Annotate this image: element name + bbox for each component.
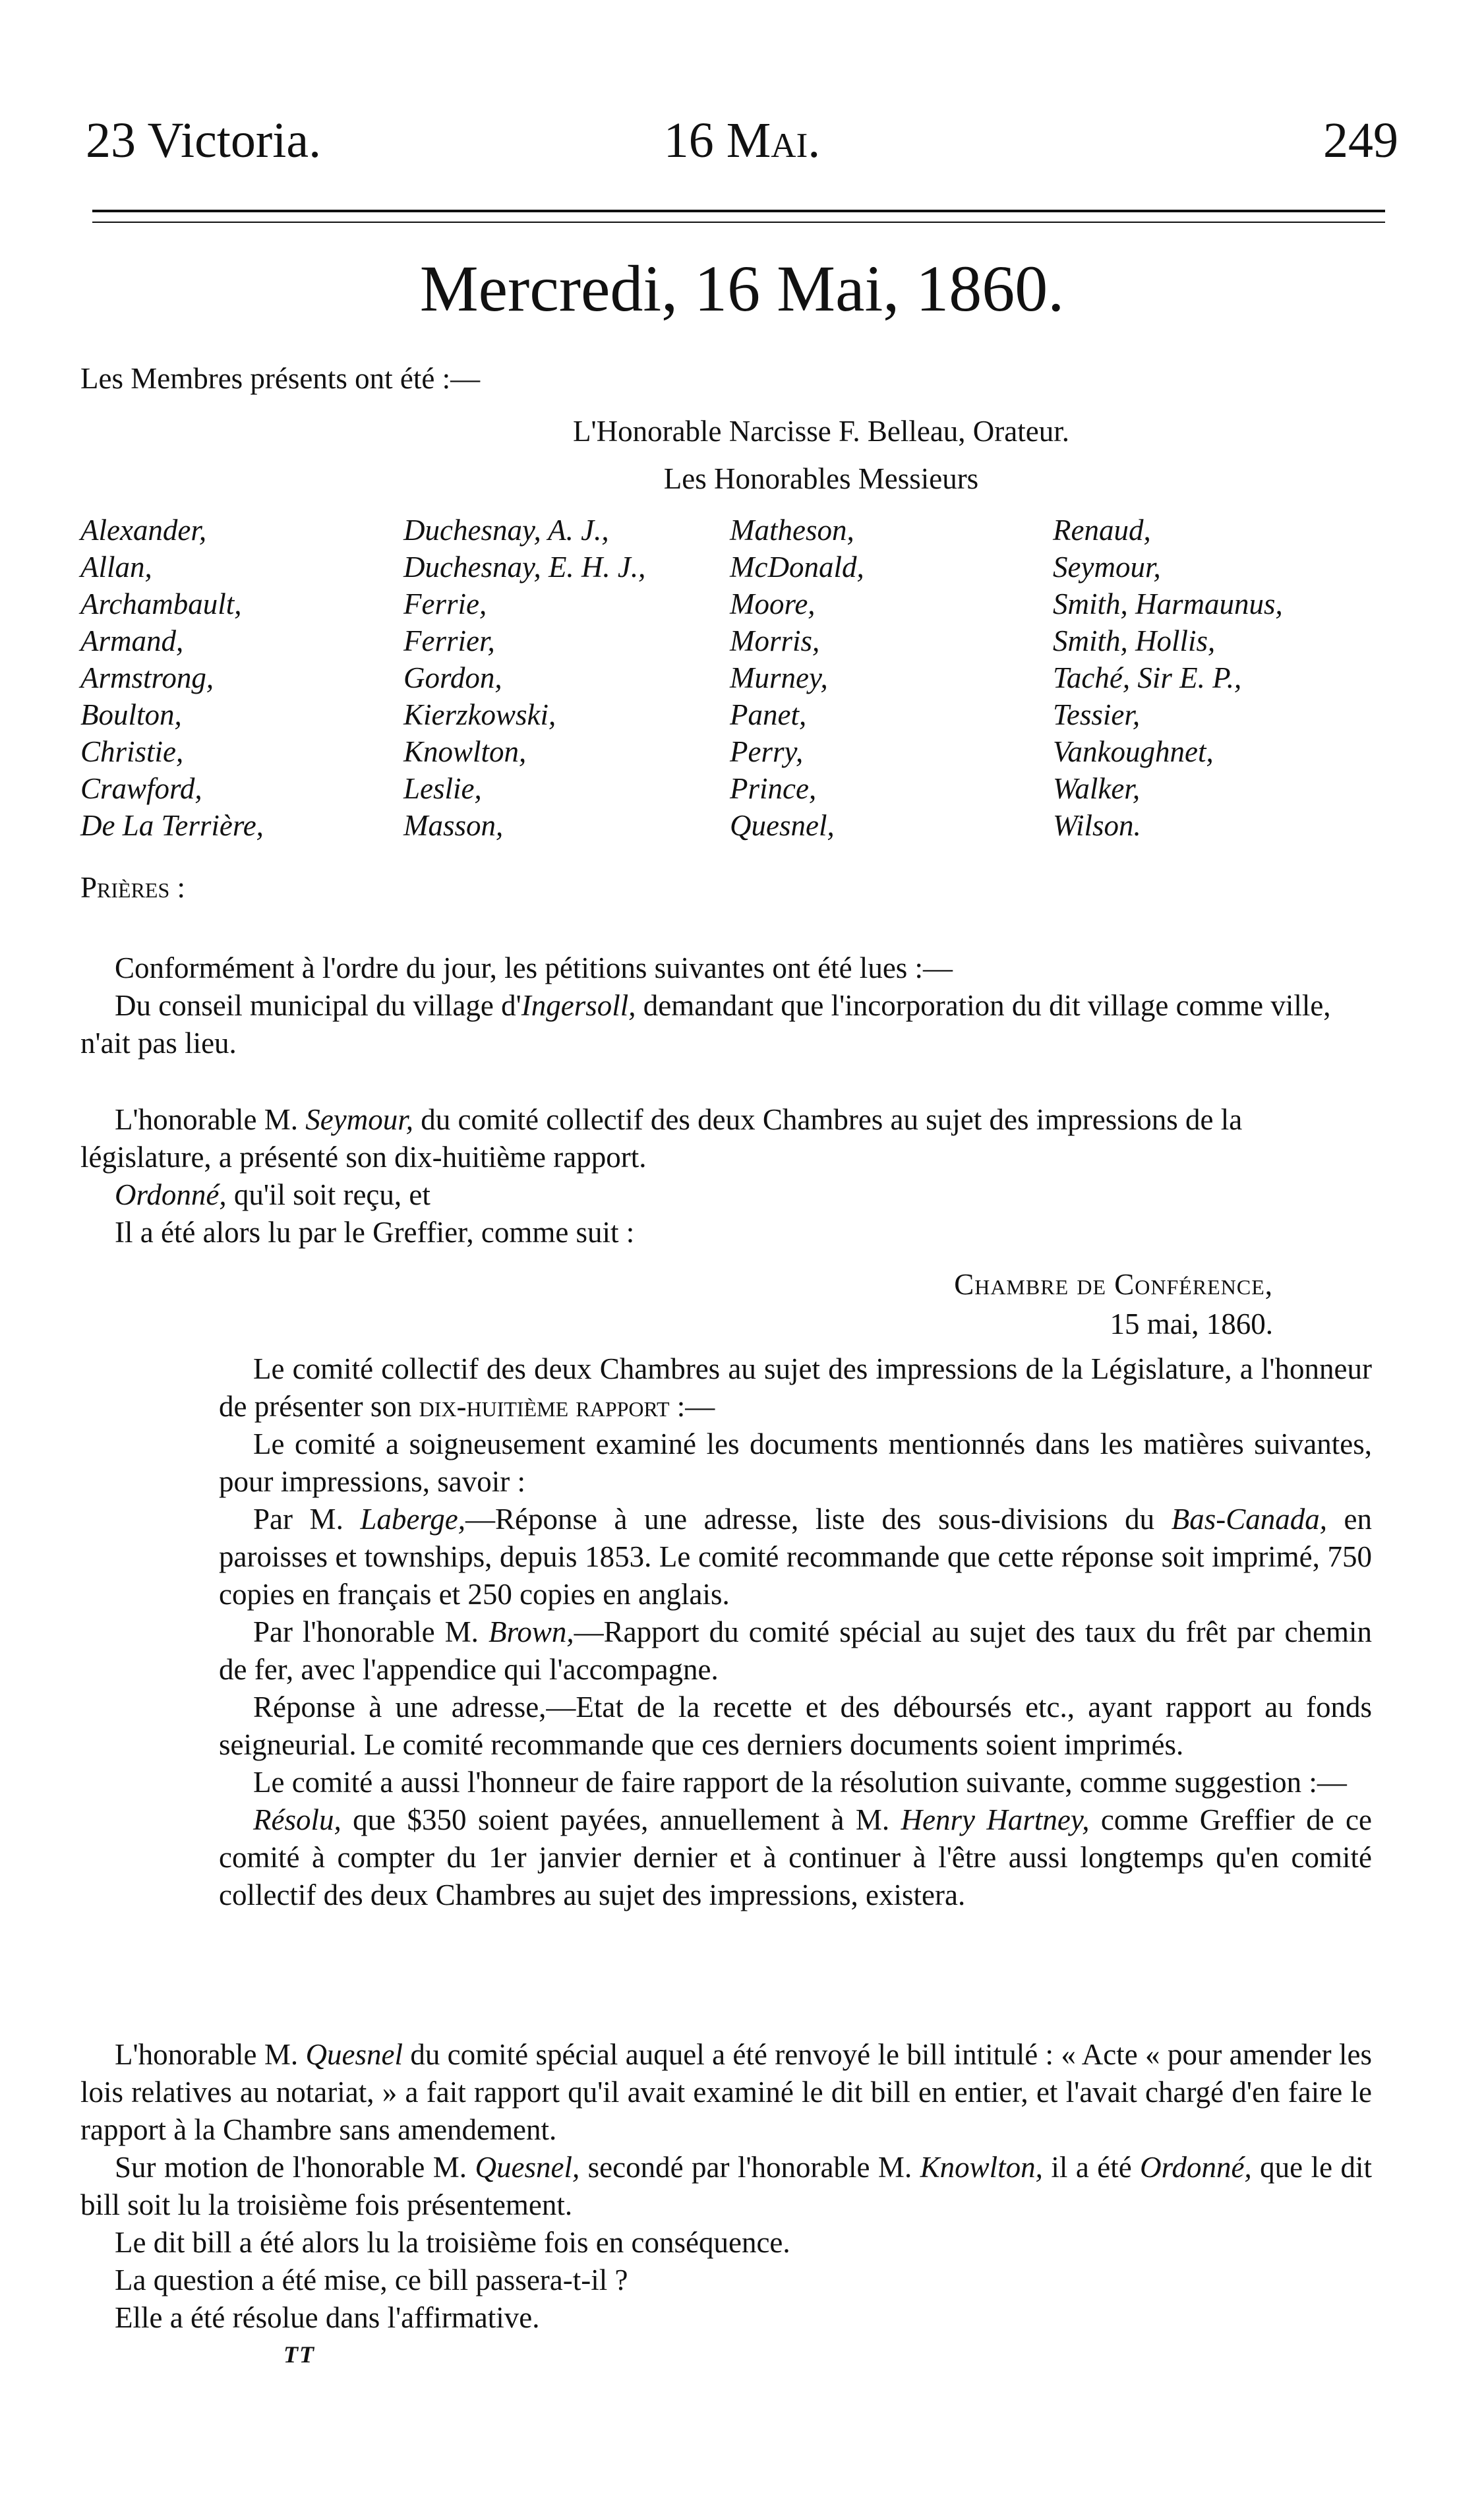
member-name: Ferrier, [403, 624, 495, 657]
question-line: La question a été mise, ce bill passera-t-il ? [115, 2264, 628, 2296]
member-ref: Brown, [489, 1615, 574, 1648]
text-run: secondé par l'honorable M. [579, 2151, 920, 2184]
prayers-heading: Prières : [80, 871, 186, 904]
text-run: comme Greffier de ce comité à compter du 1er janvier dernier et à continuer à l'être aussi longtemps qu'en comité collectif des deux Chambres au sujet des impressions, existera. [219, 1803, 1372, 1911]
report-para-7 [219, 1801, 1372, 1914]
member-ref: Knowlton, [920, 2151, 1043, 2184]
text-run: du comité spécial auquel a été renvoyé le bill intitulé : « Acte « pour amender les lois relatives au notariat, » a fait rapport qu'il avait examiné le dit bill en entier, et l'avait chargé d'en faire le rapport à la Chambre sans amendement. [80, 2038, 1372, 2146]
member-name: Armand, [80, 624, 184, 657]
member-name: Wilson. [1053, 809, 1141, 842]
member-name: Archambault, [80, 587, 242, 620]
member-name: Crawford, [80, 772, 202, 805]
member-name: Smith, Hollis, [1053, 624, 1216, 657]
member-name: Moore, [730, 587, 816, 620]
place-name: Bas-Canada, [1171, 1503, 1327, 1536]
member-name: Knowlton, [403, 735, 527, 768]
member-name: Seymour, [1053, 551, 1161, 584]
place-name: Ingersoll, [521, 989, 636, 1022]
text-run: Du conseil municipal du village d' [115, 989, 521, 1022]
report-para-3 [219, 1501, 1372, 1613]
member-name: Christie, [80, 735, 184, 768]
member-name: Masson, [403, 809, 504, 842]
member-name: McDonald, [730, 551, 864, 584]
seymour-report-para [80, 1101, 1372, 1176]
member-name: Smith, Harmaunus, [1053, 587, 1283, 620]
members-column-2 [403, 512, 645, 844]
members-intro: Les Membres présents ont été :— [80, 362, 481, 395]
member-name: Murney, [730, 661, 828, 694]
report-para-2: Le comité a soigneusement examiné les documents mentionnés dans les matières suivantes, pour impressions, savoir : [219, 1427, 1372, 1498]
read-by-clerk-line: Il a été alors lu par le Greffier, comme suit : [115, 1216, 635, 1249]
member-name: Renaud, [1053, 514, 1151, 547]
members-column-3 [730, 512, 864, 844]
honorables-heading: Les Honorables Messieurs [663, 462, 979, 495]
text-run: en paroisses et townships, depuis 1853. Le comité recommande que cette réponse soit imprimé, 750 copies en français et 250 copies en anglais. [219, 1503, 1373, 1611]
text-run: Par l'honorable M. [253, 1615, 489, 1648]
ordonne-word: Ordonné, [1140, 2151, 1252, 2184]
report-number: dix-huitième rapport [419, 1390, 670, 1423]
conference-heading [954, 1266, 1273, 1342]
committee-report [219, 1350, 1372, 1914]
report-para-5: Réponse à une adresse,—Etat de la recette et des déboursés etc., ayant rapport au fonds seigneurial. Le comité recommande que ces derniers documents soient imprimés. [219, 1691, 1372, 1761]
text-run: il a été [1042, 2151, 1141, 2184]
quesnel-report-para [80, 2036, 1372, 2149]
member-name: Alexander, [80, 514, 207, 547]
member-name: Leslie, [403, 772, 482, 805]
text-run: —Réponse à une adresse, liste des sous-divisions du [465, 1503, 1172, 1536]
page-number: 249 [1323, 113, 1398, 168]
page-header [86, 112, 1398, 185]
text-run: Par M. [253, 1503, 361, 1536]
petitions-section [80, 949, 1372, 1062]
ordonne-word: Ordonné, [115, 1178, 227, 1211]
member-name: Kierzkowski, [403, 698, 556, 731]
member-ref: Laberge, [360, 1503, 465, 1536]
member-name: Perry, [730, 735, 804, 768]
member-ref: Quesnel [305, 2038, 403, 2071]
member-name: Matheson, [730, 514, 854, 547]
text-run: —Rapport du comité spécial au sujet des taux du frêt par chemin de fer, avec l'appendice qui l'accompagne. [219, 1615, 1372, 1686]
third-reading-line: Le dit bill a été alors lu la troisième fois en conséquence. [115, 2226, 790, 2259]
member-name: Walker, [1053, 772, 1141, 805]
affirmative-line: Elle a été résolue dans l'affirmative. [115, 2301, 540, 2334]
text-run: que le dit bill soit lu la troisième fois présentement. [80, 2151, 1372, 2221]
conference-date: 15 mai, 1860. [1110, 1307, 1273, 1340]
report-para-4 [219, 1613, 1372, 1689]
seymour-report-section [80, 1101, 1372, 1251]
text-run: demandant que l'incorporation du dit village comme ville, n'ait pas lieu. [80, 989, 1331, 1060]
signature-mark: TT [283, 2341, 315, 2368]
member-name: De La Terrière, [80, 809, 264, 842]
member-name: Quesnel, [730, 809, 835, 842]
ordonne-line [80, 1176, 1372, 1214]
member-name: Prince, [730, 772, 817, 805]
member-name: Vankoughnet, [1053, 735, 1214, 768]
member-name: Boulton, [80, 698, 182, 731]
member-name: Ferrie, [403, 587, 487, 620]
members-column-4 [1053, 512, 1283, 844]
text-run: qu'il soit reçu, et [226, 1178, 430, 1211]
member-name: Duchesnay, E. H. J., [403, 551, 646, 584]
member-name: Duchesnay, A. J., [403, 514, 609, 547]
header-regnal-year: 23 Victoria. [86, 113, 322, 168]
petition-ingersoll [80, 987, 1372, 1062]
member-name: Morris, [730, 624, 820, 657]
member-ref: Quesnel, [475, 2151, 580, 2184]
speaker-line: L'Honorable Narcisse F. Belleau, Orateur. [572, 415, 1069, 448]
header-rule-thick [92, 210, 1385, 212]
text-run: Le comité collectif des deux Chambres au sujet des impressions de la Législature, a l'honneur de présenter son [219, 1352, 1372, 1423]
member-name: Panet, [730, 698, 807, 731]
conference-place: Chambre de Conférence, [954, 1268, 1273, 1301]
member-name: Taché, Sir E. P., [1053, 661, 1242, 694]
report-para-6: Le comité a aussi l'honneur de faire rapport de la résolution suivante, comme suggestion :— [253, 1766, 1347, 1799]
quesnel-section [80, 2036, 1372, 2337]
member-name: Allan, [80, 551, 152, 584]
text-run: L'honorable M. [115, 1103, 306, 1136]
sitting-date-title: Mercredi, 16 Mai, 1860. [419, 252, 1065, 325]
resolu-word: Résolu, [253, 1803, 341, 1836]
members-column-1 [80, 512, 264, 844]
petitions-intro: Conformément à l'ordre du jour, les pétitions suivantes ont été lues :— [115, 951, 953, 984]
member-name: Tessier, [1053, 698, 1141, 731]
member-name: Gordon, [403, 661, 502, 694]
text-run: du comité collectif des deux Chambres au sujet des impressions de la législature, a présenté son dix-huitième rapport. [80, 1103, 1243, 1174]
person-ref: Henry Hartney, [901, 1803, 1090, 1836]
text-run: Sur motion de l'honorable M. [115, 2151, 475, 2184]
header-rule-thin [92, 222, 1385, 223]
text-run: que $350 soient payées, annuellement à M. [341, 1803, 901, 1836]
member-name: Armstrong, [80, 661, 214, 694]
motion-para [80, 2149, 1372, 2224]
header-date: 16 Mai. [663, 113, 821, 168]
report-para-1 [219, 1350, 1372, 1425]
text-run: :— [669, 1390, 715, 1423]
text-run: L'honorable M. [115, 2038, 306, 2071]
member-ref: Seymour, [305, 1103, 414, 1136]
